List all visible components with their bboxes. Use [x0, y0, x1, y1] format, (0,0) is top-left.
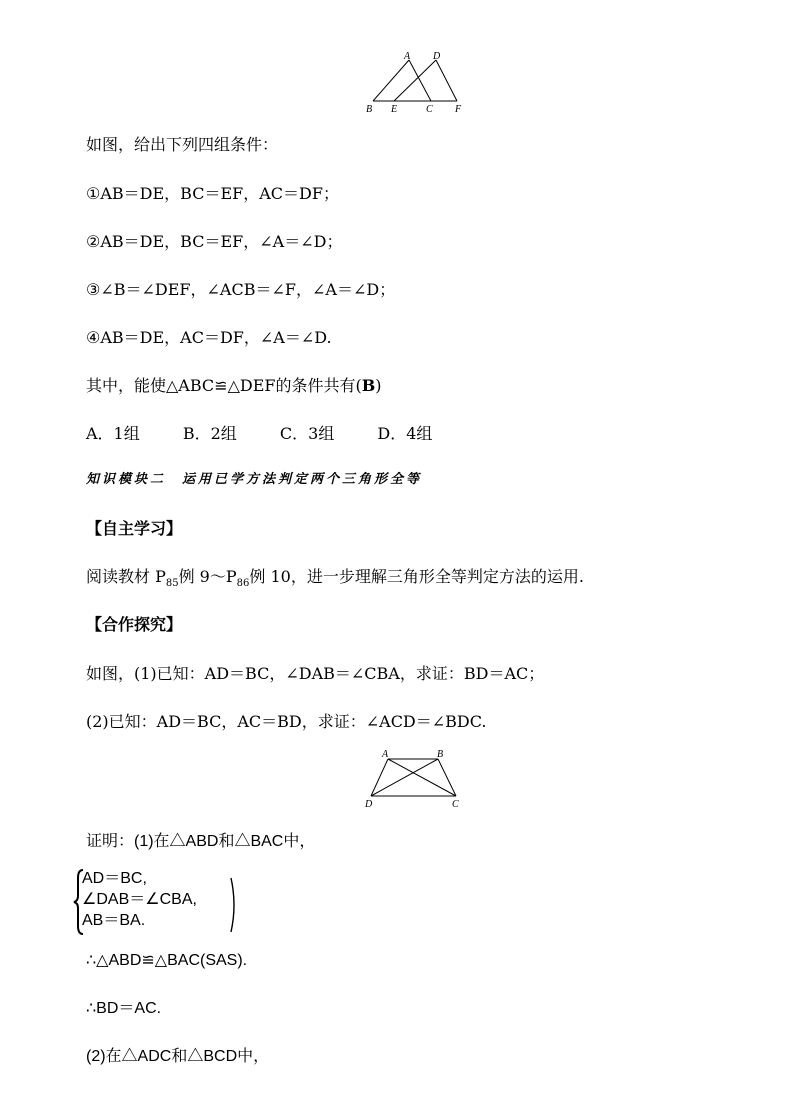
self-study-text [86, 567, 584, 594]
figure-trapezoid [358, 746, 468, 812]
section-heading: 知识模块二 运用已学方法判定两个三角形全等 [86, 472, 423, 487]
proof-conditions [82, 868, 197, 931]
self-study-title: 【自主学习】 [86, 519, 183, 538]
condition-3: ③∠B＝∠DEF，∠ACB＝∠F，∠A＝∠D； [86, 280, 396, 299]
proof-line-2: ∴△ABD≌△BAC(SAS). [86, 952, 248, 969]
condition-1: ①AB＝DE，BC＝EF，AC＝DF； [86, 184, 339, 203]
label-a: A [404, 51, 411, 62]
label-c: C [452, 799, 459, 810]
coop-title: 【合作探究】 [86, 615, 183, 634]
segment-ac [388, 759, 456, 796]
segment-bc [438, 759, 456, 796]
label-c: C [426, 104, 433, 115]
proof-line-4: (2)在△ADC和△BCD中， [86, 1048, 270, 1065]
label-b: B [366, 104, 373, 115]
right-paren [229, 876, 239, 934]
label-a: A [382, 749, 389, 760]
option-a: A．1组 [86, 424, 140, 443]
label-e: E [391, 104, 398, 115]
proof-condition-1: AD＝BC, [82, 870, 147, 887]
q1-question-text: 其中，能使△ABC≌△DEF的条件共有( [86, 376, 362, 395]
q1-answer: B [361, 376, 376, 395]
segment-ac [409, 60, 431, 101]
condition-2: ②AB＝DE，BC＝EF，∠A＝∠D； [86, 232, 343, 251]
option-c: C．3组 [279, 424, 335, 443]
label-d: D [365, 799, 373, 810]
page-sub-2: 86 [236, 578, 250, 590]
label-b: B [437, 749, 444, 760]
q1-options [86, 424, 470, 444]
proof-line-3: ∴BD＝AC. [86, 1000, 162, 1017]
option-d: D．4组 [377, 424, 433, 443]
segment-de [394, 60, 436, 101]
label-d: D [433, 51, 441, 62]
figure-overlapping-triangles [360, 50, 470, 118]
condition-4: ④AB＝DE，AC＝DF，∠A＝∠D. [86, 328, 332, 347]
self-study-text-b: 例 9～P [178, 567, 237, 586]
label-f: F [455, 104, 462, 115]
self-study-text-c: 例 10，进一步理解三角形全等判定方法的运用. [249, 567, 584, 586]
q1-intro: 如图，给出下列四组条件： [86, 135, 279, 154]
q1-question [86, 376, 382, 396]
segment-df [436, 60, 457, 101]
segment-ab [373, 60, 409, 101]
coop-part-2: (2)已知：AD＝BC，AC＝BD，求证：∠ACD＝∠BDC. [86, 712, 487, 731]
proof-line-1: 证明：(1)在△ABD和△BAC中， [86, 833, 316, 850]
option-b: B．2组 [182, 424, 237, 443]
segment-bd [371, 759, 438, 796]
proof-condition-2: ∠DAB＝∠CBA, [82, 891, 197, 908]
proof-condition-3: AB＝BA. [82, 912, 146, 929]
segment-ad [371, 759, 388, 796]
self-study-text-a: 阅读教材 P [86, 567, 166, 586]
page-sub-1: 85 [165, 578, 179, 590]
coop-part-1: 如图，(1)已知：AD＝BC，∠DAB＝∠CBA，求证：BD＝AC； [86, 664, 545, 683]
q1-question-close: ) [375, 376, 382, 395]
